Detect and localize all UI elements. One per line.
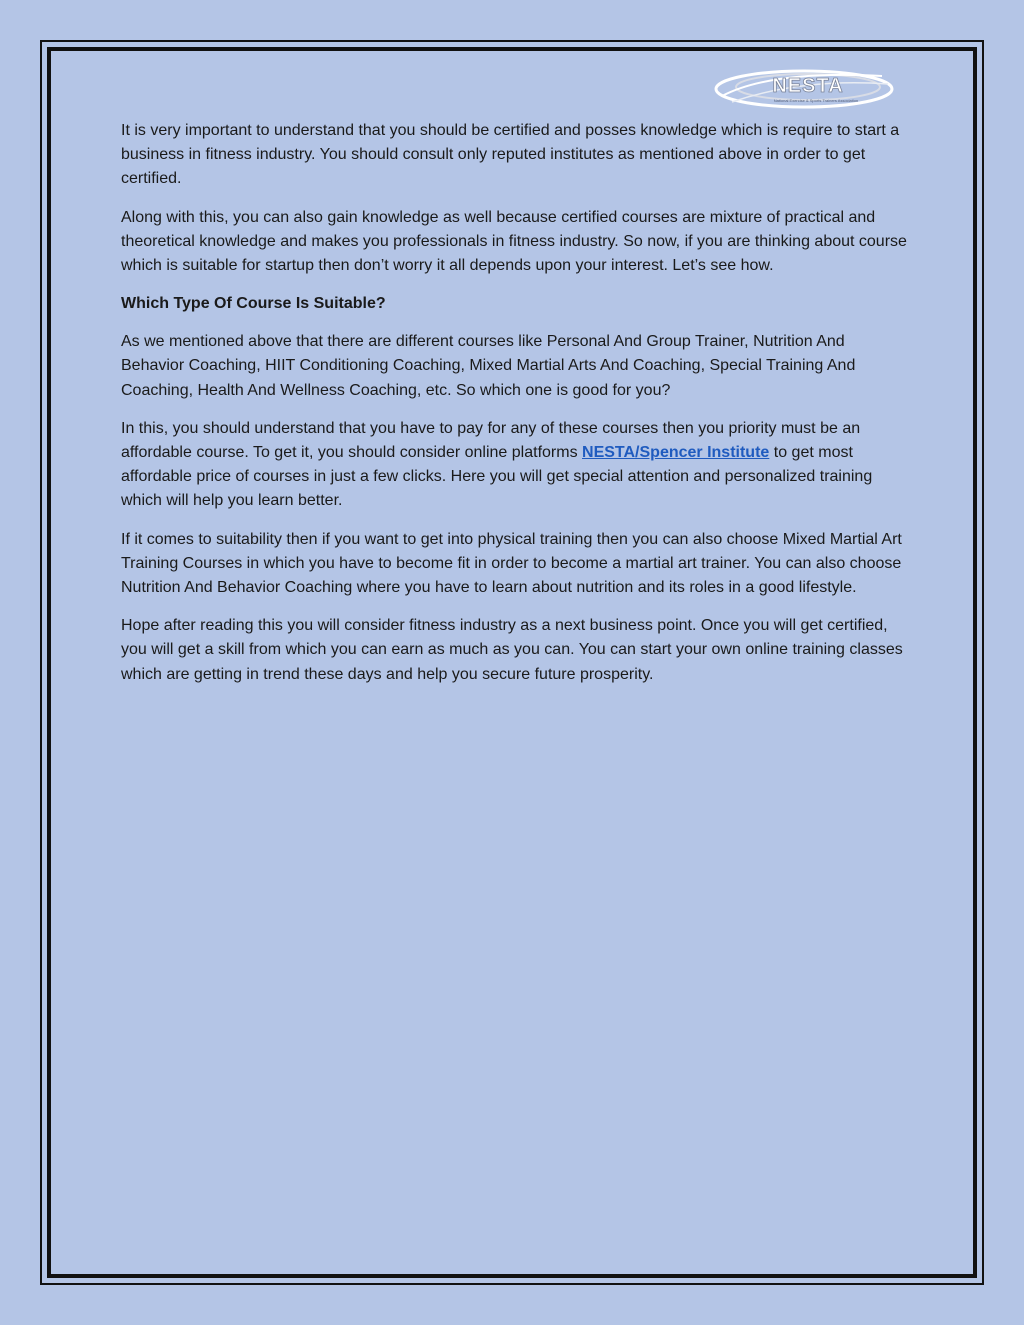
paragraph-4 — [121, 417, 911, 514]
nesta-spencer-link[interactable]: NESTA/Spencer Institute — [582, 444, 770, 462]
paragraph-1: It is very important to understand that you should be certified and posses knowledge which is require to start a business in fitness industry. You should consult only reputed institutes as mentioned above in order to get certified. — [121, 122, 900, 188]
paragraph-2: Along with this, you can also gain knowledge as well because certified courses are mixture of practical and theoretical knowledge and makes you professionals in fitness industry. So now, if you are thinking about course which is suitable for startup then don’t worry it all depends upon your interest. Let’s see how. — [121, 208, 907, 275]
paragraph-5: If it comes to suitability then if you want to get into physical training then you can also choose Mixed Martial Art Training Courses in which you have to become fit in order to become a martial art trainer. You can also choose Nutrition And Behavior Coaching where you have to learn about nutrition and its roles in a good lifestyle. — [121, 530, 902, 597]
paragraph-4-start: In this, you should understand that you have to pay for any of these courses then you priority must be an affordable course. To get it, you should consider online platforms — [121, 419, 861, 462]
nesta-logo — [712, 66, 896, 112]
paragraph-6: Hope after reading this you will consider fitness industry as a next business point. Once you will get certified, you will get a skill from which you can earn as much as you can. You can start your own online training classes which are getting in trend these days and help you secure future prosperity. — [121, 617, 903, 683]
paragraph-4-end: to get most affordable price of courses in just a few clicks. Here you will get special attention and personalized training which will help you learn better. — [121, 444, 873, 510]
section-heading: Which Type Of Course Is Suitable? — [121, 295, 386, 313]
article-body — [121, 119, 911, 701]
logo-text: NESTA — [772, 75, 844, 97]
logo-tagline: National Exercise & Sports Trainers Association — [773, 98, 859, 103]
paragraph-3: As we mentioned above that there are different courses like Personal And Group Trainer, Nutrition And Behavior Coaching, HIIT Conditioning Coaching, Mixed Martial Arts And Coaching, Special Training And Coaching, Health And Wellness Coaching, etc. So which one is good for you? — [121, 333, 856, 399]
